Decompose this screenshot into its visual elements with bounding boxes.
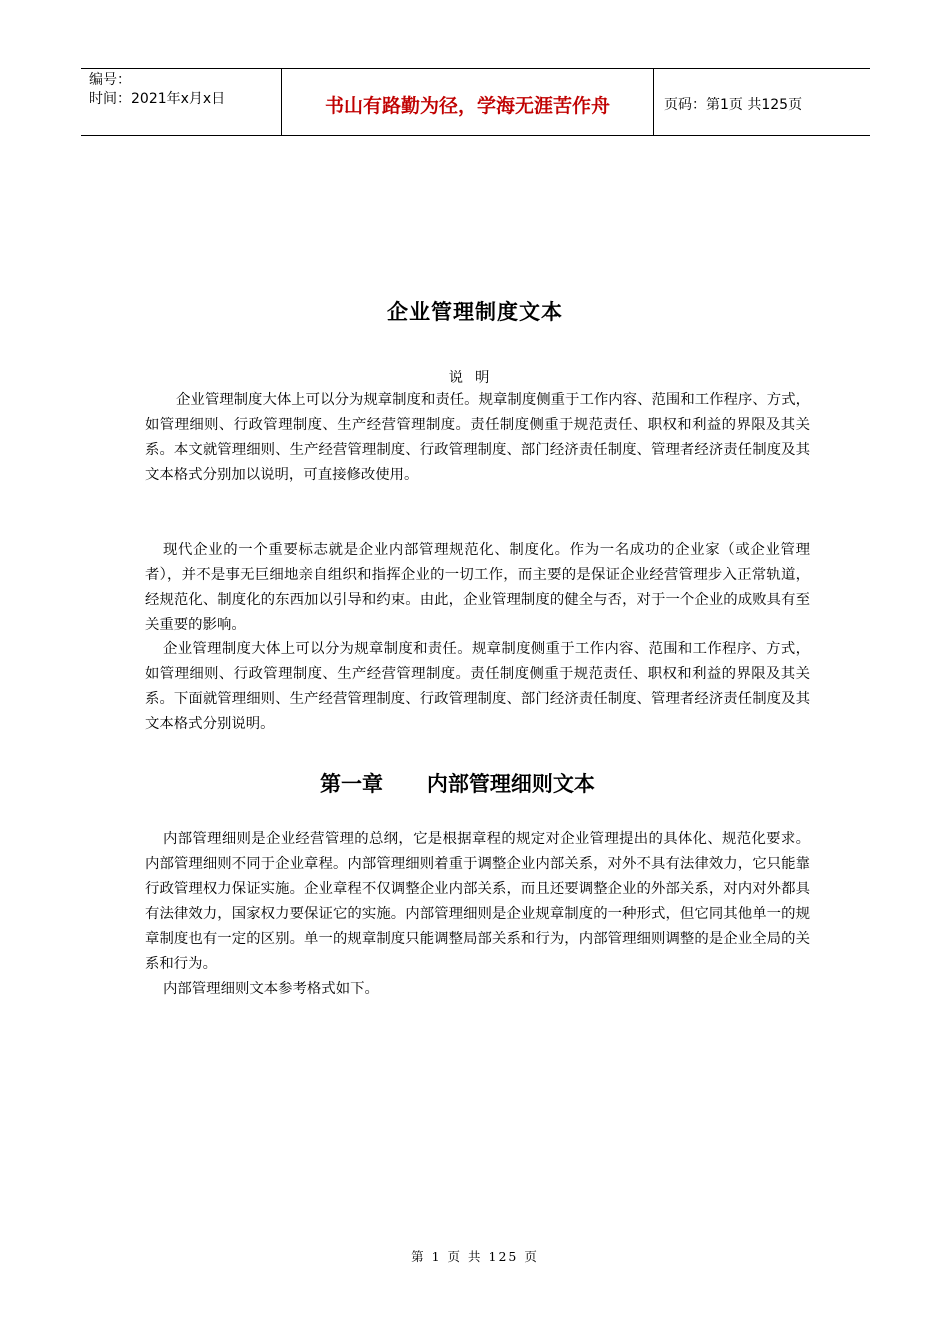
header-page-cell: [654, 69, 870, 135]
chapter-paragraph-1: 内部管理细则是企业经营管理的总纲，它是根据章程的规定对企业管理提出的具体化、规范化要求。内部管理细则不同于企业章程。内部管理细则着重于调整企业内部关系，对外不具有法律效力，它只能靠行政管理权力保证实施。企业章程不仅调整企业内部关系，而且还要调整企业的外部关系，对内对外都具有法律效力，国家权力要保证它的实施。内部管理细则是企业规章制度的一种形式，但它同其他单一的规章制度也有一定的区别。单一的规章制度只能调整局部关系和行为，内部管理细则调整的是企业全局的关系和行为。: [145, 831, 810, 972]
header-motto-cell: [281, 69, 654, 135]
document-title: 企业管理制度文本: [387, 300, 563, 324]
header-time-label: 时间：2021年x月x日: [89, 91, 226, 107]
page-footer: 第 1 页 共 125 页: [411, 1249, 539, 1264]
explanation-subheading: 说明: [448, 370, 502, 386]
document-header-table: [81, 68, 870, 136]
header-motto: 书山有路勤为径，学海无涯苦作舟: [324, 94, 610, 117]
body-paragraph-1: 现代企业的一个重要标志就是企业内部管理规范化、制度化。作为一名成功的企业家（或企业管理者），并不是事无巨细地亲自组织和指挥企业的一切工作，而主要的是保证企业经营管理步入正常轨道，经规范化、制度化的东西加以引导和约束。由此，企业管理制度的健全与否，对于一个企业的成败具有至关重要的影响。: [145, 542, 810, 633]
intro-paragraph: 企业管理制度大体上可以分为规章制度和责任。规章制度侧重于工作内容、范围和工作程序、方式，如管理细则、行政管理制度、生产经营管理制度。责任制度侧重于规范责任、职权和利益的界限及其关系。本文就管理细则、生产经营管理制度、行政管理制度、部门经济责任制度、管理者经济责任制度及其文本格式分别加以说明，可直接修改使用。: [145, 392, 810, 483]
chapter-paragraph-2: 内部管理细则文本参考格式如下。: [163, 981, 379, 997]
body-paragraph-2: 企业管理制度大体上可以分为规章制度和责任。规章制度侧重于工作内容、范围和工作程序、方式，如管理细则、行政管理制度、生产经营管理制度。责任制度侧重于规范责任、职权和利益的界限及其关系。下面就管理细则、生产经营管理制度、行政管理制度、部门经济责任制度、管理者经济责任制度及其文本格式分别说明。: [145, 641, 810, 732]
header-page-info: 页码：第1页 共125页: [664, 97, 803, 113]
chapter-heading: 第一章 内部管理细则文本: [320, 772, 595, 796]
header-number-label: 编号：: [89, 72, 131, 88]
header-meta-cell: [81, 69, 281, 135]
